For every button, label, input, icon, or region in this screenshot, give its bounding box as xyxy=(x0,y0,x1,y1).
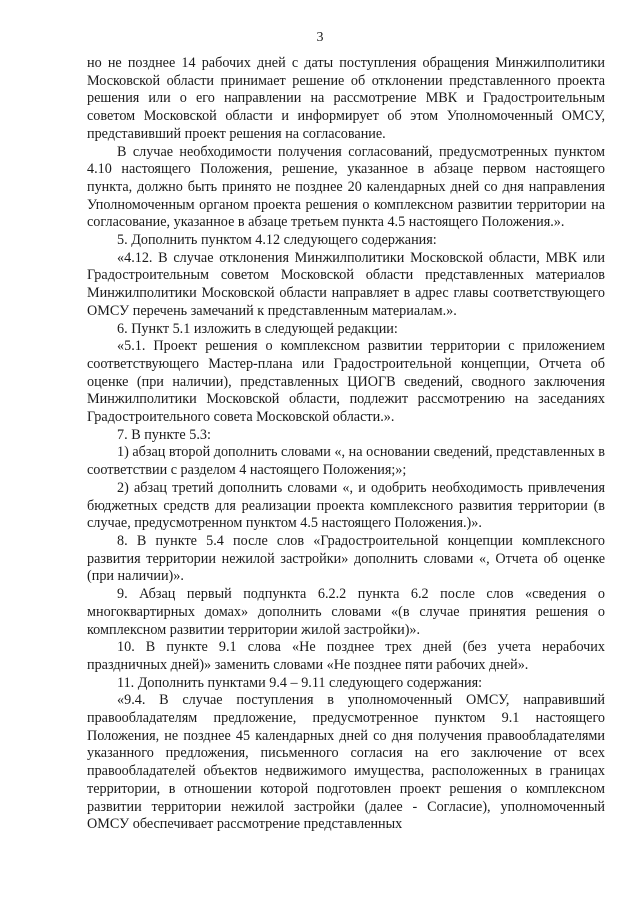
paragraph: В случае необходимости получения согласований, предусмотренных пунктом 4.10 настоящего Положения, решение, указанное в абзаце первом настоящего пункта, должно быть принято не позднее 20 календарных дней со дня направления Уполномоченным органом проекта решения о комплексном развитии территории на согласование, указанное в абзаце третьем пункта 4.5 настоящего Положения.». xyxy=(87,143,605,231)
paragraph: 9. Абзац первый подпункта 6.2.2 пункта 6.2 после слов «сведения о многоквартирных домах» дополнить словами «(в случае принятия решения о комплексном развитии территории жилой застройки)». xyxy=(87,586,605,638)
paragraph: 5. Дополнить пунктом 4.12 следующего содержания: xyxy=(117,232,437,249)
paragraph: 1) абзац второй дополнить словами «, на основании сведений, представленных в соответствии с разделом 4 настоящего Положения;»; xyxy=(87,444,605,479)
paragraph: «4.12. В случае отклонения Минжилполитики Московской области, МВК или Градостроительным советом Московской области представленных материалов Минжилполитики Московской области направляет в адрес главы соответствующего ОМСУ перечень замечаний к представленным материалам.». xyxy=(87,249,605,319)
paragraph: 10. В пункте 9.1 слова «Не позднее трех дней (без учета нерабочих праздничных дней)» заменить словами «Не позднее пяти рабочих дней». xyxy=(87,639,605,673)
paragraph: 6. Пункт 5.1 изложить в следующей редакции: xyxy=(117,320,398,337)
paragraph: 8. В пункте 5.4 после слов «Градостроительной концепции комплексного развития территории нежилой застройки» дополнить словами «, Отчета об оценке (при наличии)». xyxy=(87,532,605,585)
page-number: 3 xyxy=(316,30,324,45)
document-body xyxy=(87,55,605,834)
paragraph: 7. В пункте 5.3: xyxy=(117,426,211,443)
paragraph: «5.1. Проект решения о комплексном развитии территории с приложением соответствующего Мастер-плана или Градостроительной концепции, Отчета об оценке (при наличии), представленных ЦИОГВ сведений, сводного заключения Минжилполитики Московской области, подлежит рассмотрению на заседаниях Градостроительного совета Московской области.». xyxy=(87,338,605,426)
paragraph: «9.4. В случае поступления в уполномоченный ОМСУ, направивший правообладателям предложение, предусмотренное пунктом 9.1 настоящего Положения, не позднее 45 календарных дней со дня получения правообладателями указанного предложения, письменного согласия на его заключение от всех правообладателей объектов недвижимого имущества, расположенных в границах территории, в отношении которой подготовлен проект решения о комплексном развитии территории нежилой застройки (далее - Согласие), уполномоченный ОМСУ обеспечивает рассмотрение представленных xyxy=(87,692,605,833)
paragraph: 11. Дополнить пунктами 9.4 – 9.11 следующего содержания: xyxy=(117,674,483,691)
paragraph: но не позднее 14 рабочих дней с даты поступления обращения Минжилполитики Московской области принимает решение об отклонении представленного проекта решения или о его направлении на рассмотрение МВК и Градостроительным советом Московской области и информирует об этом Уполномоченный ОМСУ, представивший проект решения на согласование. xyxy=(87,55,605,142)
paragraph: 2) абзац третий дополнить словами «, и одобрить необходимость привлечения бюджетных средств для реализации проекта комплексного развития территории (в случае, предусмотренном пунктом 4.5 настоящего Положения.)». xyxy=(87,479,605,532)
